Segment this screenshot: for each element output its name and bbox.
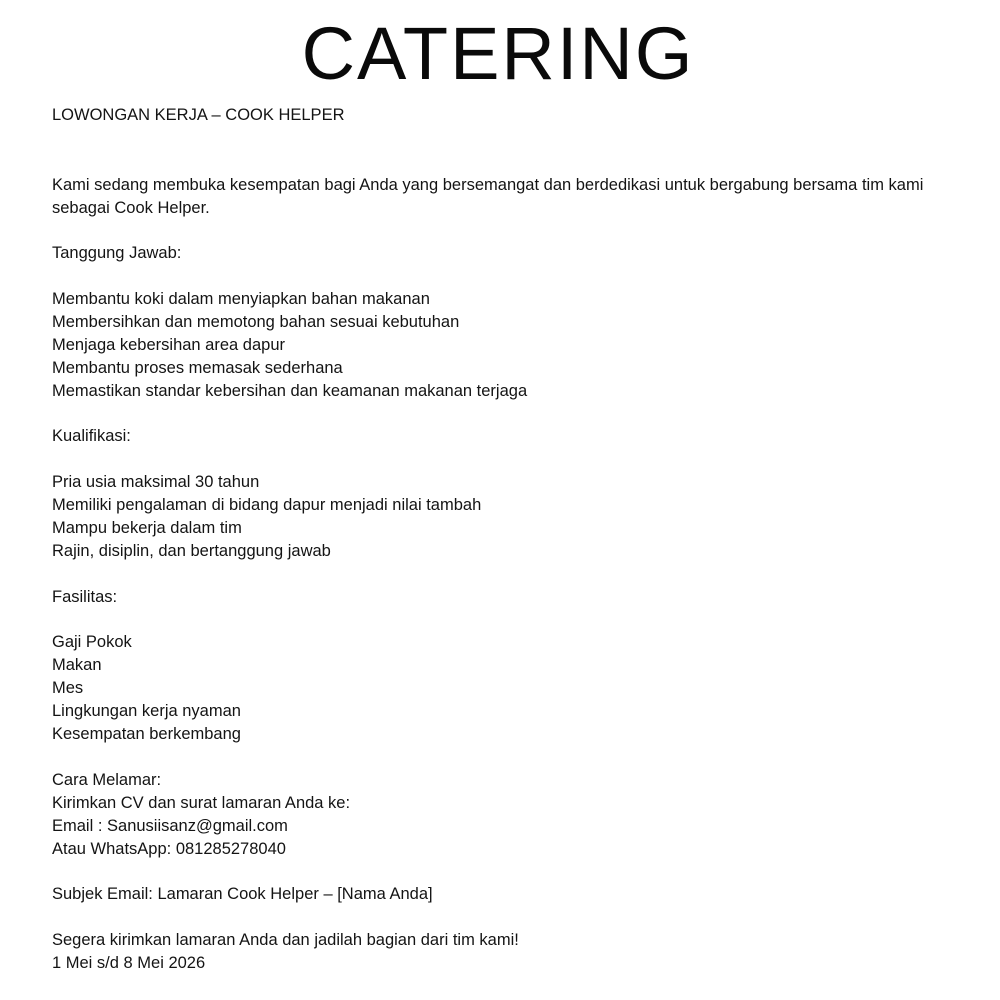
facility-item: Lingkungan kerja nyaman [52,702,241,720]
facility-item: Gaji Pokok [52,633,132,651]
closing-text: Segera kirimkan lamaran Anda dan jadilah bagian dari tim kami! [52,931,519,949]
page-title: CATERING [301,12,695,95]
email-subject: Subjek Email: Lamaran Cook Helper – [Nama Anda] [52,885,433,903]
facility-item: Kesempatan berkembang [52,725,241,743]
apply-instruction: Kirimkan CV dan surat lamaran Anda ke: [52,794,351,812]
intro-line-2: sebagai Cook Helper. [52,199,210,217]
contact-email: Email : Sanusiisanz@gmail.com [52,817,288,835]
qualification-item: Pria usia maksimal 30 tahun [52,473,260,491]
responsibility-item: Memastikan standar kebersihan dan keamanan makanan terjaga [52,382,528,400]
responsibilities-heading: Tanggung Jawab: [52,244,182,262]
qualifications-heading: Kualifikasi: [52,427,131,445]
facility-item: Makan [52,656,102,674]
responsibility-item: Membersihkan dan memotong bahan sesuai kebutuhan [52,313,460,331]
qualification-item: Rajin, disiplin, dan bertanggung jawab [52,542,331,560]
facilities-heading: Fasilitas: [52,588,118,606]
apply-heading: Cara Melamar: [52,771,162,789]
qualification-item: Mampu bekerja dalam tim [52,519,242,537]
contact-whatsapp: Atau WhatsApp: 081285278040 [52,840,286,858]
responsibility-item: Menjaga kebersihan area dapur [52,336,285,354]
responsibility-item: Membantu koki dalam menyiapkan bahan makanan [52,290,430,308]
job-subtitle: LOWONGAN KERJA – COOK HELPER [52,106,345,124]
application-period: 1 Mei s/d 8 Mei 2026 [52,954,206,972]
qualification-item: Memiliki pengalaman di bidang dapur menjadi nilai tambah [52,496,482,514]
facility-item: Mes [52,679,84,697]
responsibility-item: Membantu proses memasak sederhana [52,359,343,377]
intro-line-1: Kami sedang membuka kesempatan bagi Anda yang bersemangat dan berdedikasi untuk bergabung bersama tim kami [52,176,924,194]
